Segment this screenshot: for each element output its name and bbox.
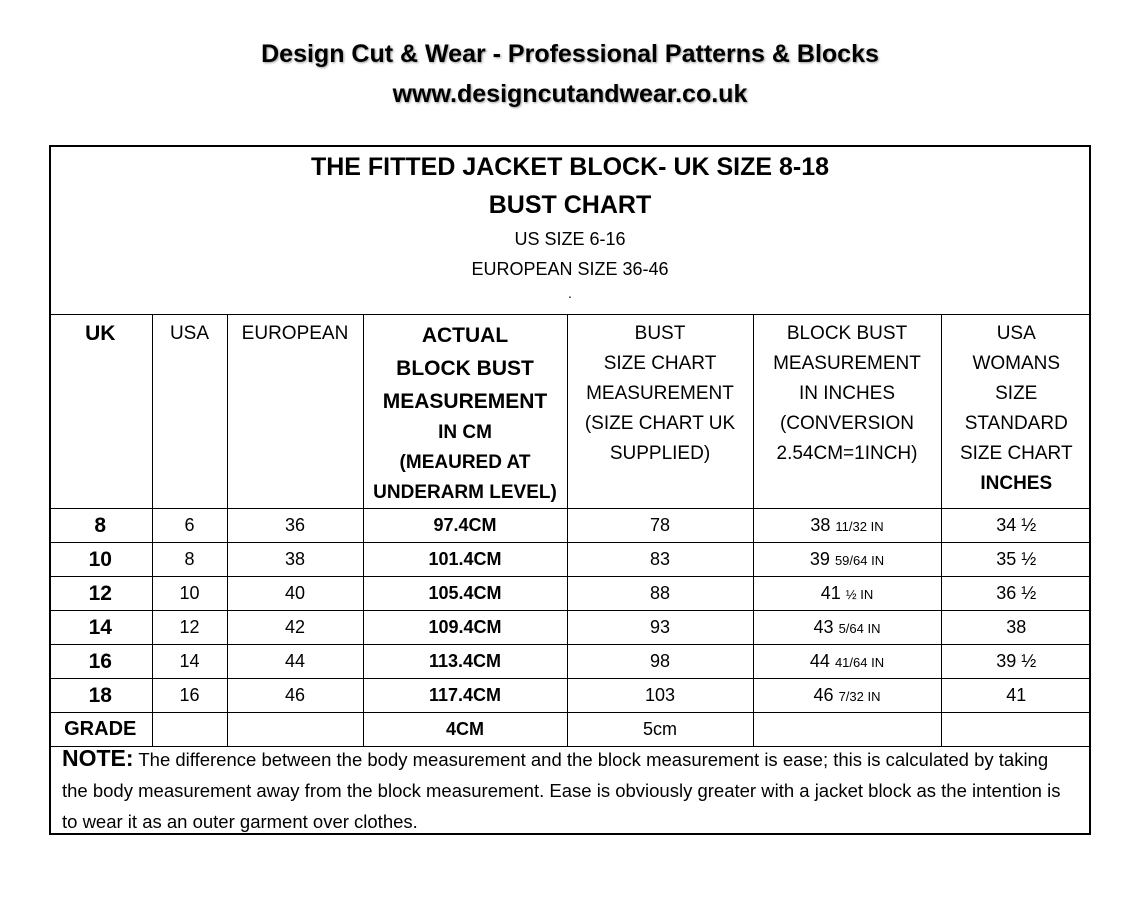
usa-size-cell: 14 xyxy=(152,645,227,679)
usa-inches-cell: 38 xyxy=(941,611,1091,645)
block-bust-inches-cell: 43 5/64 IN xyxy=(753,611,941,645)
col-header-actual-block-bust: ACTUAL BLOCK BUST MEASUREMENT IN CM (MEAURED AT UNDERARM LEVEL) xyxy=(363,315,567,509)
empty-cell xyxy=(941,713,1091,747)
empty-cell xyxy=(152,713,227,747)
uk-size-cell: 10 xyxy=(49,543,152,577)
empty-cell xyxy=(227,713,363,747)
col-header-uk: UK xyxy=(49,315,152,509)
usa-inches-cell: 34 ½ xyxy=(941,509,1091,543)
usa-size-cell: 16 xyxy=(152,679,227,713)
table-row xyxy=(49,509,1091,543)
block-bust-inches-cell: 44 41/64 IN xyxy=(753,645,941,679)
actual-block-bust-cell: 117.4CM xyxy=(363,679,567,713)
european-size-cell: 44 xyxy=(227,645,363,679)
grade-row xyxy=(49,713,1091,747)
table-row xyxy=(49,679,1091,713)
usa-size-cell: 10 xyxy=(152,577,227,611)
col-header-block-bust-inches: BLOCK BUST MEASUREMENT IN INCHES (CONVERSION 2.54CM=1INCH) xyxy=(753,315,941,509)
usa-inches-cell: 39 ½ xyxy=(941,645,1091,679)
block-bust-inches-cell: 41 ½ IN xyxy=(753,577,941,611)
col-header-usa: USA xyxy=(152,315,227,509)
uk-size-cell: 16 xyxy=(49,645,152,679)
uk-size-cell: 12 xyxy=(49,577,152,611)
separator-dot: . xyxy=(568,285,572,301)
table-row xyxy=(49,611,1091,645)
ease-note xyxy=(62,743,1077,837)
block-bust-inches-cell: 38 11/32 IN xyxy=(753,509,941,543)
note-label: NOTE: xyxy=(62,745,134,771)
european-size-cell: 36 xyxy=(227,509,363,543)
european-size-cell: 40 xyxy=(227,577,363,611)
bust-size-chart-cell: 103 xyxy=(567,679,753,713)
bust-size-chart-cell: 88 xyxy=(567,577,753,611)
col-header-bust-size-chart: BUST SIZE CHART MEASUREMENT (SIZE CHART UK SUPPLIED) xyxy=(567,315,753,509)
table-row xyxy=(49,645,1091,679)
actual-block-bust-cell: 105.4CM xyxy=(363,577,567,611)
usa-size-cell: 6 xyxy=(152,509,227,543)
size-table xyxy=(49,314,1091,747)
european-size-cell: 46 xyxy=(227,679,363,713)
bust-size-chart-cell: 98 xyxy=(567,645,753,679)
usa-inches-cell: 36 ½ xyxy=(941,577,1091,611)
table-header-row xyxy=(49,315,1091,509)
usa-inches-cell: 35 ½ xyxy=(941,543,1091,577)
uk-size-cell: 14 xyxy=(49,611,152,645)
block-bust-inches-cell: 39 59/64 IN xyxy=(753,543,941,577)
us-size-range: US SIZE 6-16 xyxy=(514,229,626,249)
actual-block-bust-cell: 97.4CM xyxy=(363,509,567,543)
uk-size-cell: 18 xyxy=(49,679,152,713)
usa-size-cell: 12 xyxy=(152,611,227,645)
grade-label: GRADE xyxy=(49,713,152,747)
bust-size-chart-cell: 83 xyxy=(567,543,753,577)
block-bust-inches-cell: 46 7/32 IN xyxy=(753,679,941,713)
chart-title: THE FITTED JACKET BLOCK- UK SIZE 8-18 xyxy=(310,153,830,181)
col-header-european: EUROPEAN xyxy=(227,315,363,509)
european-size-cell: 42 xyxy=(227,611,363,645)
actual-block-bust-cell: 113.4CM xyxy=(363,645,567,679)
page-title: Design Cut & Wear - Professional Patterns & Blocks xyxy=(261,40,879,68)
website-url: www.designcutandwear.co.uk xyxy=(392,80,748,108)
usa-inches-cell: 41 xyxy=(941,679,1091,713)
actual-block-bust-cell: 101.4CM xyxy=(363,543,567,577)
grade-bust-cell: 5cm xyxy=(567,713,753,747)
col-header-usa-womans-size: USA WOMANS SIZE STANDARD SIZE CHART INCHES xyxy=(941,315,1091,509)
bust-chart-box xyxy=(49,145,1091,835)
european-size-cell: 38 xyxy=(227,543,363,577)
actual-block-bust-cell: 109.4CM xyxy=(363,611,567,645)
chart-subtitle: BUST CHART xyxy=(488,191,652,219)
table-row xyxy=(49,543,1091,577)
empty-cell xyxy=(753,713,941,747)
bust-size-chart-cell: 78 xyxy=(567,509,753,543)
usa-size-cell: 8 xyxy=(152,543,227,577)
table-row xyxy=(49,577,1091,611)
grade-actual-cell: 4CM xyxy=(363,713,567,747)
eu-size-range: EUROPEAN SIZE 36-46 xyxy=(471,259,669,279)
bust-size-chart-cell: 93 xyxy=(567,611,753,645)
note-text: The difference between the body measurement and the block measurement is ease; this is calculated by taking the body measurement away from the block measurement. Ease is obviously greater with a jacket block as the intention is to wear it as an outer garment over clothes. xyxy=(62,749,1061,832)
uk-size-cell: 8 xyxy=(49,509,152,543)
